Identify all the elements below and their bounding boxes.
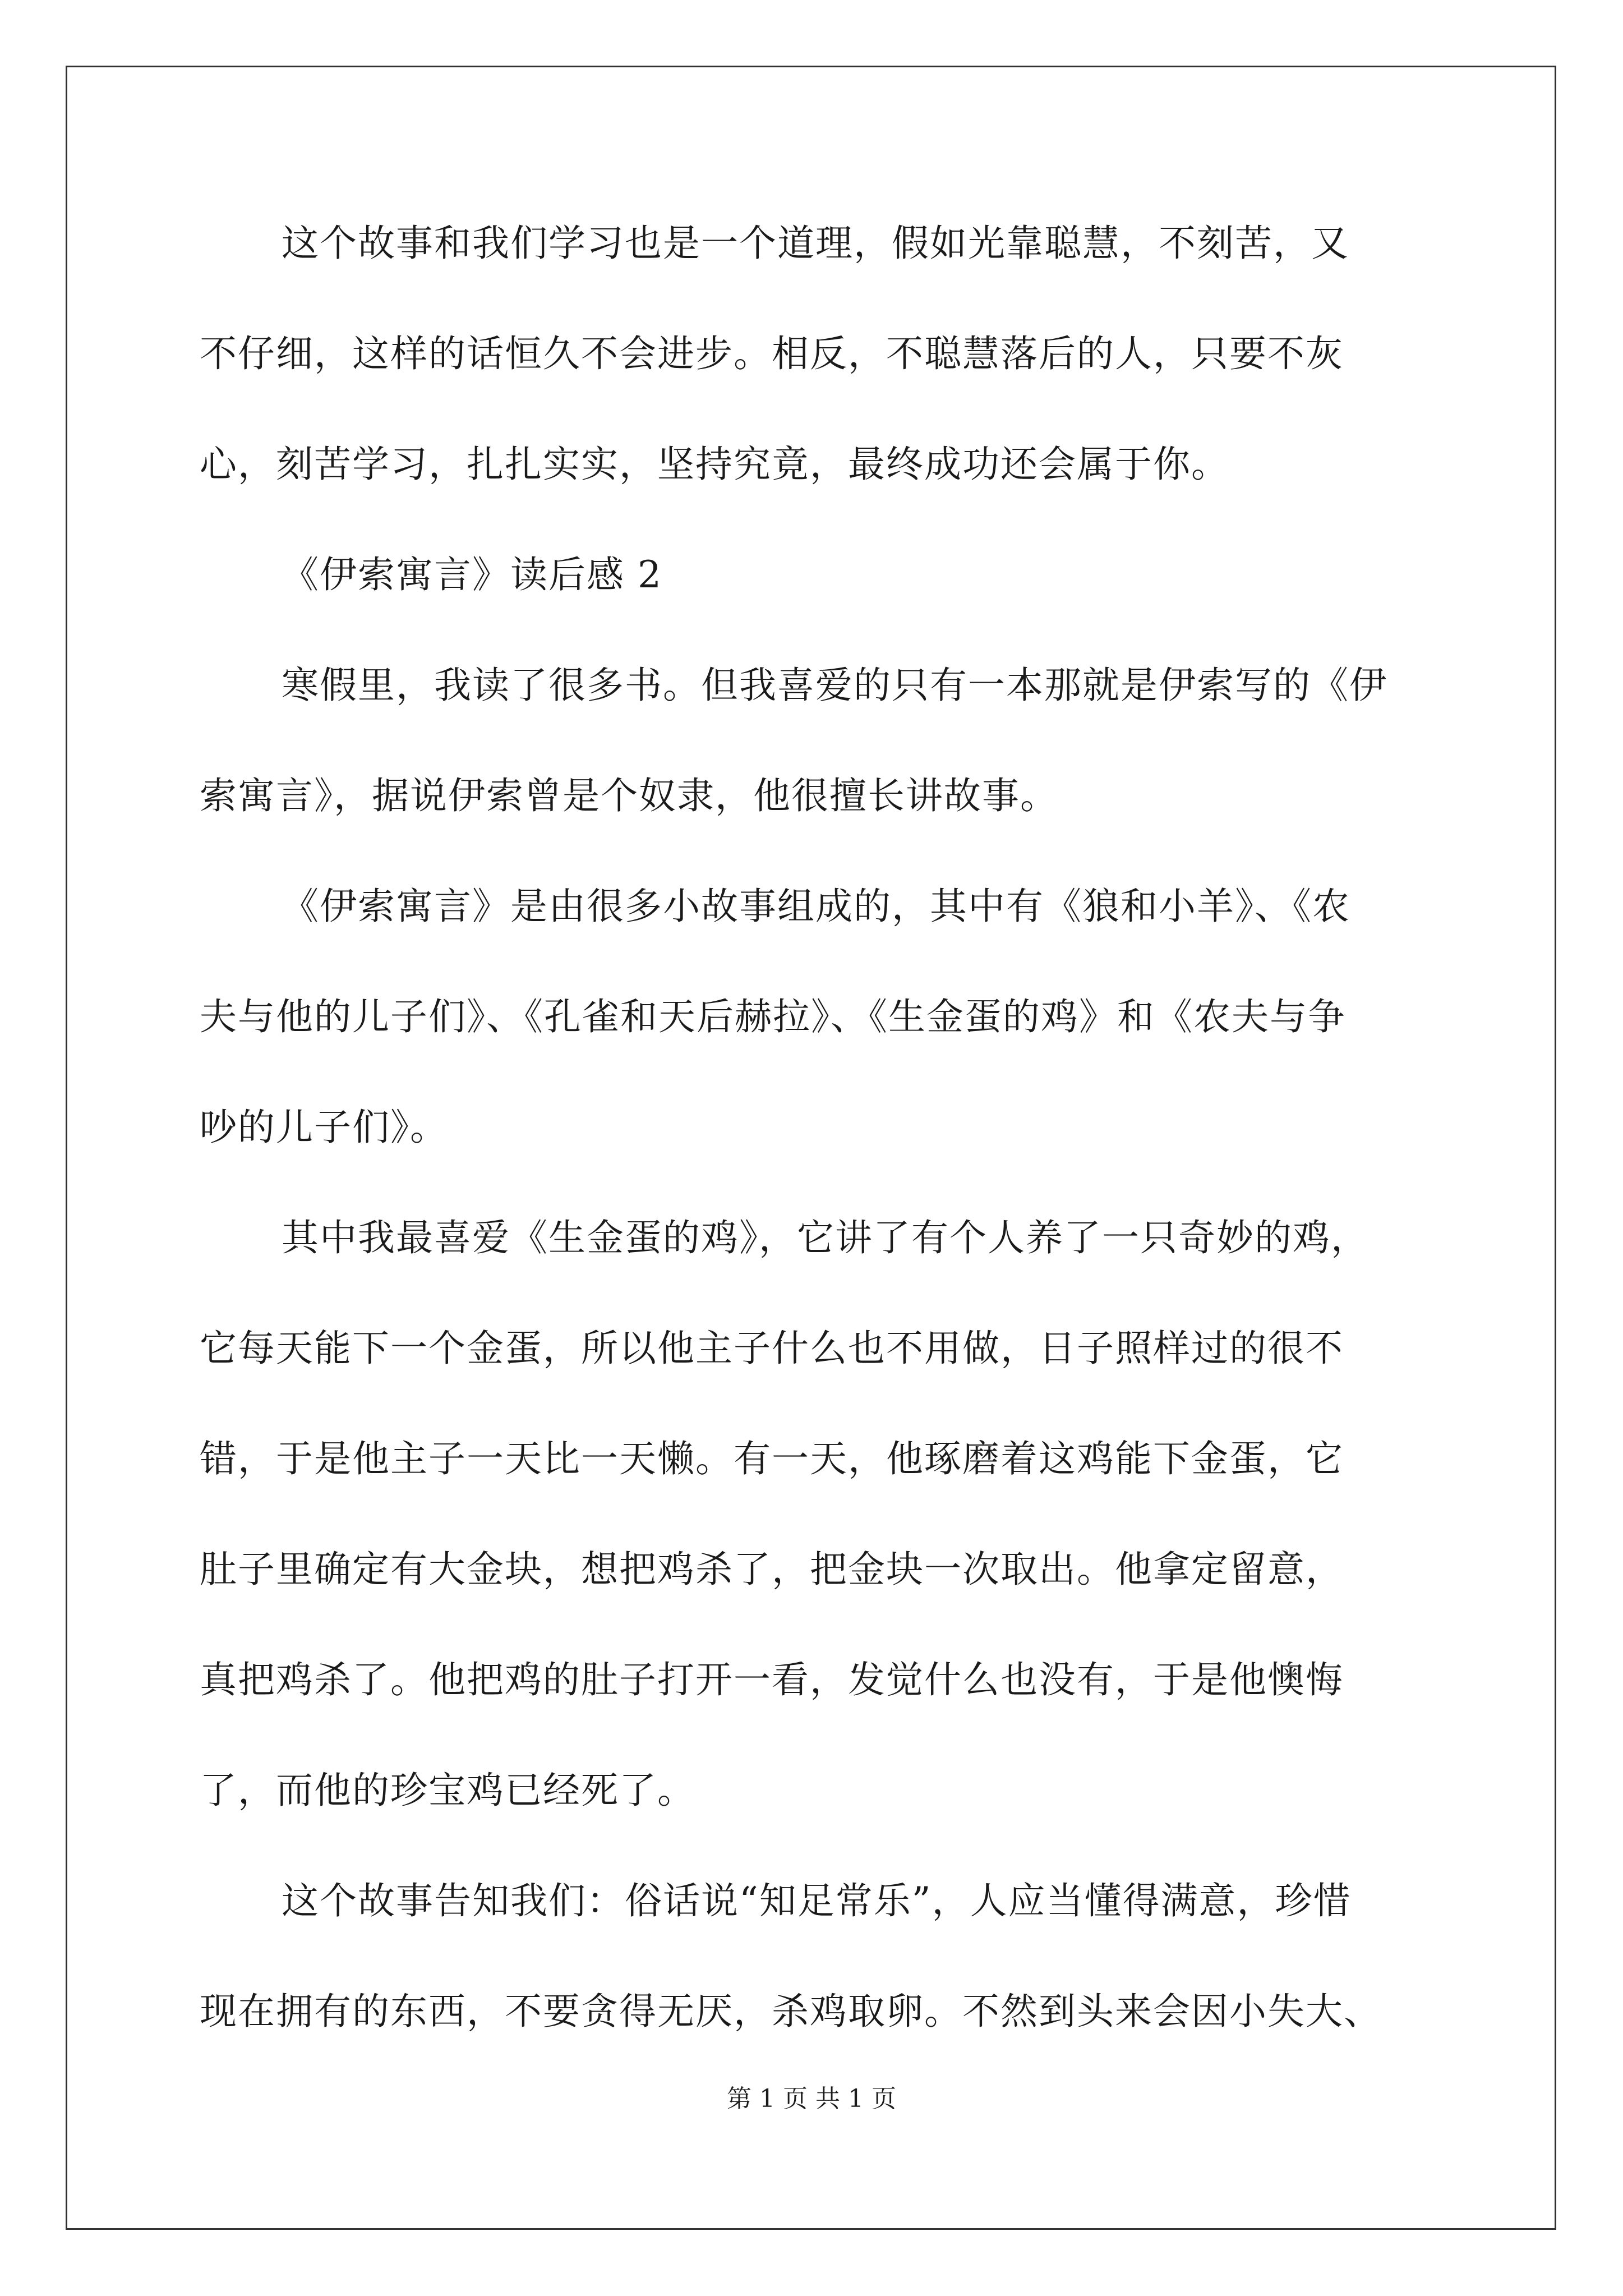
- page-number-footer: 第 1 页 共 1 页: [727, 2085, 896, 2113]
- paragraph-3-line-3: 吵的儿子们》。: [200, 1106, 448, 1149]
- paragraph-4-line-6: 了，而他的珍宝鸡已经死了。: [200, 1769, 695, 1812]
- paragraph-4-line-3: 错，于是他主子一天比一天懒。有一天，他琢磨着这鸡能下金蛋，它: [200, 1437, 1344, 1480]
- section-heading: 《伊索寓言》读后感 2: [282, 553, 662, 596]
- document-body: [200, 215, 1429, 2106]
- paragraph-3-line-2: 夫与他的儿子们》、《孔雀和天后赫拉》、《生金蛋的鸡》和《农夫与争: [200, 995, 1346, 1038]
- paragraph-2-line-1: 寒假里，我读了很多书。但我喜爱的只有一本那就是伊索写的《伊: [282, 664, 1387, 707]
- paragraph-4-line-1: 其中我最喜爱《生金蛋的鸡》，它讲了有个人养了一只奇妙的鸡，: [282, 1216, 1369, 1259]
- paragraph-5-line-2: 现在拥有的东西，不要贪得无厌，杀鸡取卵。不然到头来会因小失大、: [200, 1990, 1382, 2033]
- paragraph-4-line-2: 它每天能下一个金蛋，所以他主子什么也不用做，日子照样过的很不: [200, 1327, 1344, 1370]
- paragraph-4-line-5: 真把鸡杀了。他把鸡的肚子打开一看，发觉什么也没有，于是他懊悔: [200, 1658, 1344, 1701]
- paragraph-1-line-3: 心，刻苦学习，扎扎实实，坚持究竟，最终成功还会属于你。: [200, 443, 1229, 486]
- paragraph-4-line-4: 肚子里确定有大金块，想把鸡杀了，把金块一次取出。他拿定留意，: [200, 1548, 1344, 1591]
- paragraph-2-line-2: 索寓言》，据说伊索曾是个奴隶，他很擅长讲故事。: [200, 774, 1058, 817]
- paragraph-3-line-1: 《伊索寓言》是由很多小故事组成的，其中有《狼和小羊》、《农: [282, 885, 1350, 928]
- paragraph-1-line-2: 不仔细，这样的话恒久不会进步。相反，不聪慧落后的人，只要不灰: [200, 332, 1344, 375]
- paragraph-5-line-1: 这个故事告知我们：俗话说“知足常乐”，人应当懂得满意，珍惜: [282, 1879, 1352, 1922]
- paragraph-1-line-1: 这个故事和我们学习也是一个道理，假如光靠聪慧，不刻苦，又: [282, 222, 1349, 265]
